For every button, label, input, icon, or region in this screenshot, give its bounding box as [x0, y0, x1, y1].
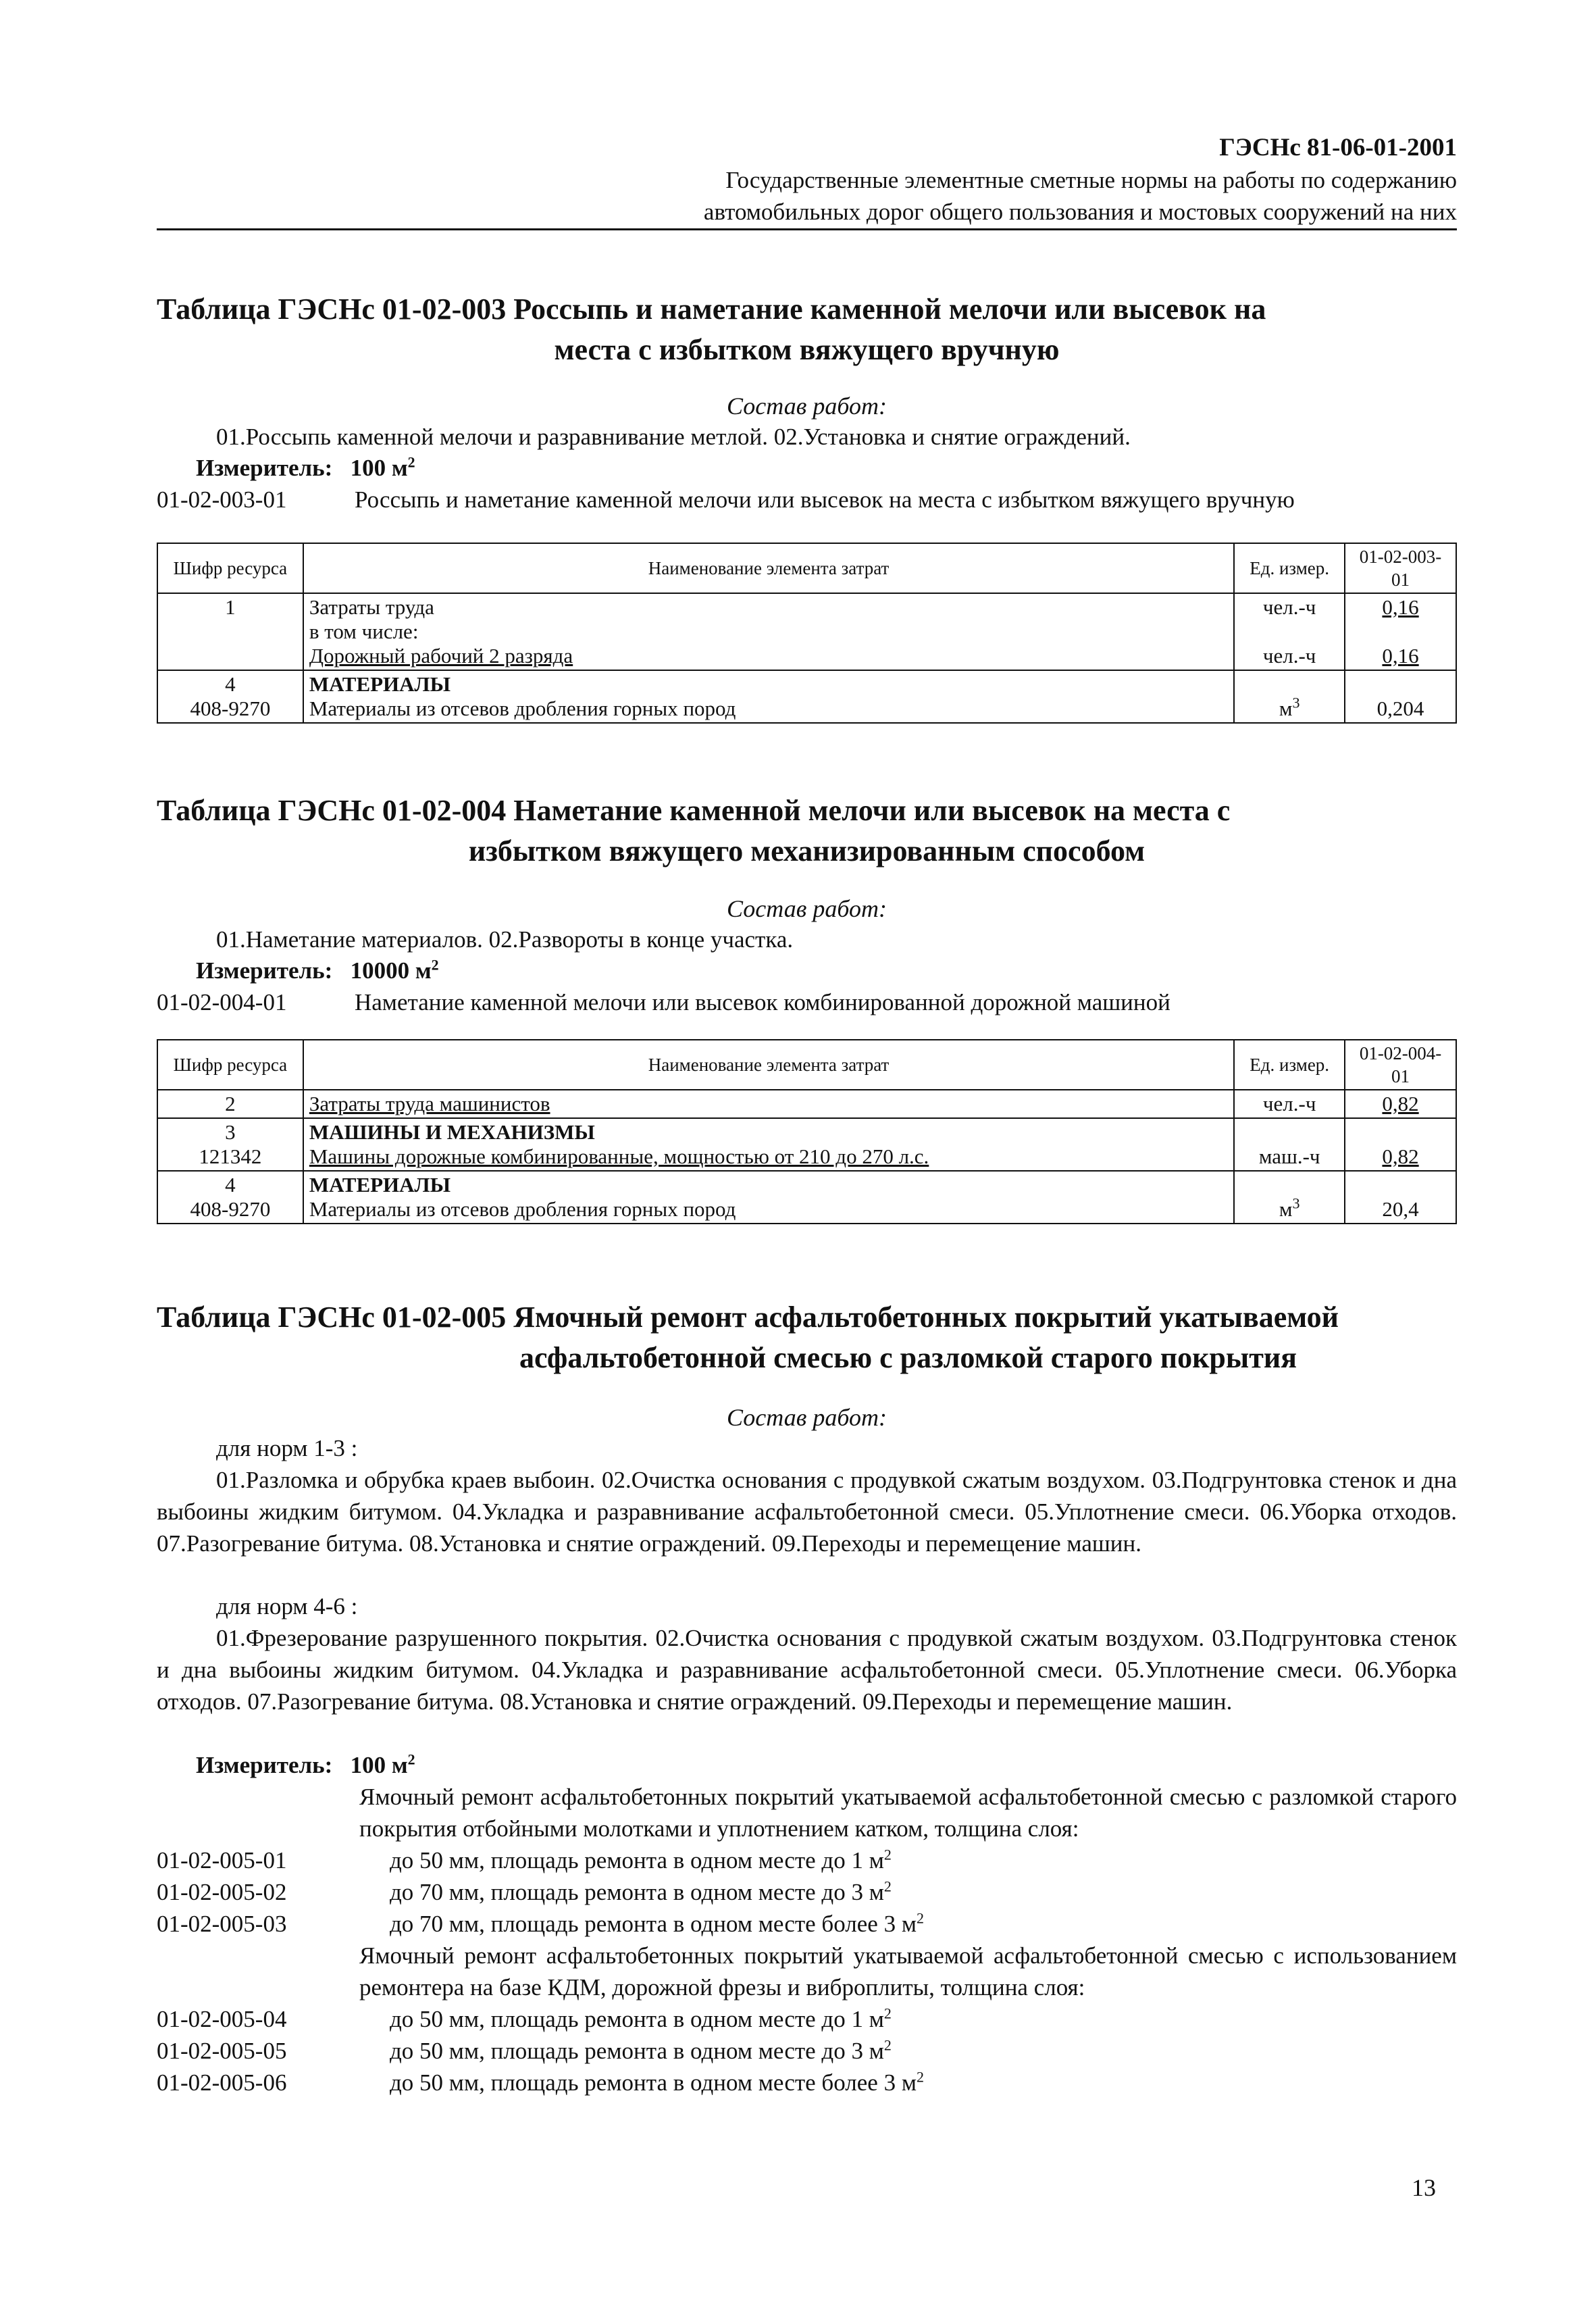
col-header-name: Наименование элемента затрат: [303, 543, 1234, 593]
table-2-sostav-label: Состав работ:: [727, 895, 887, 922]
table-1-norm-line: 01-02-003-01 Россыпь и наметание каменной мелочи или высевок на места с избытком вяжущего вручную: [157, 486, 1295, 513]
table-3-works-1-3: 01.Разломка и обрубка краев выбоин. 02.Очистка основания с продувкой сжатым воздухом. 03.Подгрунтовка стенок и дна выбоины жидким битумом. 04.Укладка и разравнивание асфальтобетонной смеси. 05.Уплотнение смеси. 06.Уборка отходов. 07.Разогревание битума. 08.Установка и снятие ограждений. 09.Переходы и перемещение машин.: [157, 1467, 1457, 1557]
col-header-norm: 01-02-003-01: [1345, 543, 1456, 593]
table-2: [157, 1039, 1457, 1224]
col-header-norm: 01-02-004-01: [1345, 1040, 1456, 1090]
table-1-works: 01.Россыпь каменной мелочи и разравнивание метлой. 02.Установка и снятие ограждений.: [216, 424, 1131, 450]
table-2-title: Таблица ГЭСНс 01-02-004 Наметание каменной мелочи или высевок на места с избытком вяжущего механизированным способом: [157, 794, 1231, 867]
document-code: ГЭСНс 81-06-01-2001: [1219, 134, 1457, 161]
list-item: 01-02-005-01 до 50 мм, площадь ремонта в одном месте до 1 $м^2$: [157, 1846, 892, 1873]
table-3-works-4-6: 01.Фрезерование разрушенного покрытия. 02.Очистка основания с продувкой сжатым воздухом. 03.Подгрунтовка стенок и дна выбоины жидким битумом. 04.Укладка и разравнивание асфальтобетонной смеси. 05.Уплотнение смеси. 06.Уборка отходов. 07.Разогревание битума. 08.Установка и снятие ограждений. 09.Переходы и перемещение машин.: [157, 1625, 1457, 1715]
table-2-works: 01.Наметание материалов. 02.Развороты в конце участка.: [216, 926, 794, 953]
list-item: 01-02-005-06 до 50 мм, площадь ремонта в одном месте более 3 $м^2$: [157, 2068, 924, 2096]
col-header-code: Шифр ресурса: [157, 1040, 303, 1090]
header-line-1: Государственные элементные сметные нормы на работы по содержанию: [725, 167, 1457, 193]
table-3-for-norms-1-3: для норм 1-3 :: [216, 1435, 358, 1461]
table-1-meter: Измеритель: 100 $м^2$: [196, 453, 415, 481]
list-item: 01-02-005-02 до 70 мм, площадь ремонта в одном месте до 3 $м^2$: [157, 1878, 892, 1905]
table-1-sostav-label: Состав работ:: [727, 393, 887, 420]
table-3-group-1: Ямочный ремонт асфальтобетонных покрытий укатываемой асфальтобетонной смесью с разломкой старого покрытия отбойными молотками и уплотнением катком, толщина слоя:: [359, 1784, 1457, 1842]
page-number: 13: [1412, 2174, 1436, 2201]
table-3-meter: Измеритель: 100 $м^2$: [196, 1751, 415, 1778]
col-header-name: Наименование элемента затрат: [303, 1040, 1234, 1090]
table-3-for-norms-4-6: для норм 4-6 :: [216, 1593, 358, 1619]
table-row: 1 Затраты труда в том числе: Дорожный рабочий 2 разряда чел.-ч чел.-ч 0,16 0,16: [157, 593, 1456, 670]
table-1-title: Таблица ГЭСНс 01-02-003 Россыпь и наметание каменной мелочи или высевок на места с избытком вяжущего вручную: [157, 293, 1266, 366]
table-2-norm-line: 01-02-004-01 Наметание каменной мелочи или высевок комбинированной дорожной машиной: [157, 989, 1170, 1015]
table-row: 4 408-9270 МАТЕРИАЛЫ Материалы из отсевов дробления горных пород $м^3$ 20,4: [157, 1171, 1456, 1224]
list-item: 01-02-005-03 до 70 мм, площадь ремонта в одном месте более 3 $м^2$: [157, 1909, 924, 1937]
table-row: 2 Затраты труда машинистов чел.-ч 0,82: [157, 1090, 1456, 1118]
list-item: 01-02-005-04 до 50 мм, площадь ремонта в одном месте до 1 $м^2$: [157, 2005, 892, 2032]
table-3-group-2: Ямочный ремонт асфальтобетонных покрытий укатываемой асфальтобетонной смесью с использованием ремонтера на базе КДМ, дорожной фрезы и виброплиты, толщина слоя:: [359, 1942, 1457, 2001]
header-line-2: автомобильных дорог общего пользования и мостовых сооружений на них: [703, 199, 1457, 225]
table-3-sostav-label: Состав работ:: [727, 1404, 887, 1431]
table-3-title: Таблица ГЭСНс 01-02-005 Ямочный ремонт асфальтобетонных покрытий укатываемой асфальтобетонной смесью с разломкой старого покрытия: [157, 1301, 1339, 1374]
table-row: 3 121342 МАШИНЫ И МЕХАНИЗМЫ Машины дорожные комбинированные, мощностью от 210 до 270 л.с. маш.-ч 0,82: [157, 1118, 1456, 1171]
col-header-unit: Ед. измер.: [1234, 543, 1345, 593]
table-2-meter: Измеритель: 10000 $м^2$: [196, 956, 439, 984]
col-header-code: Шифр ресурса: [157, 543, 303, 593]
table-1: [157, 543, 1457, 724]
table-row: 4 408-9270 МАТЕРИАЛЫ Материалы из отсевов дробления горных пород $м^3$ 0,204: [157, 670, 1456, 723]
header-rule: [157, 228, 1457, 230]
running-header: [157, 132, 1457, 228]
col-header-unit: Ед. измер.: [1234, 1040, 1345, 1090]
list-item: 01-02-005-05 до 50 мм, площадь ремонта в одном месте до 3 $м^2$: [157, 2036, 892, 2064]
